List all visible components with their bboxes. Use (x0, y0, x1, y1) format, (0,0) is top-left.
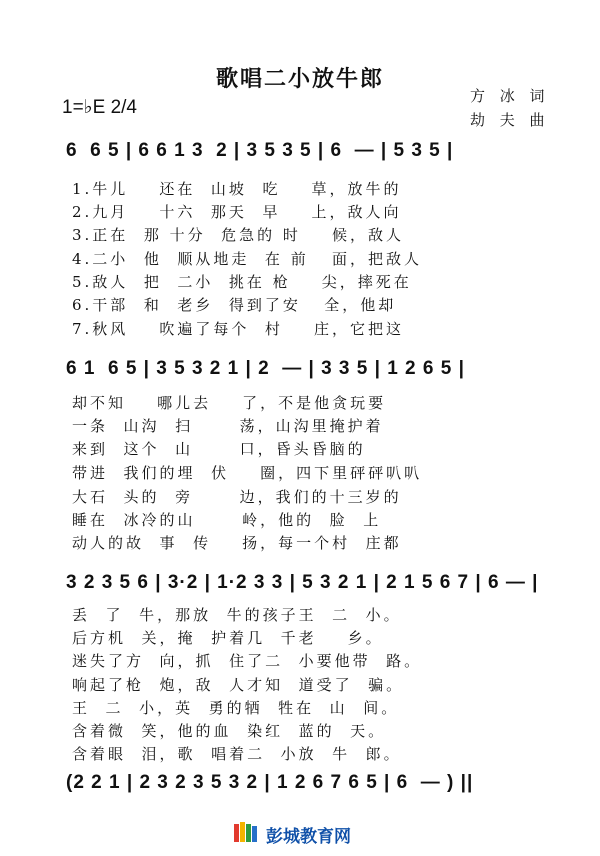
lyric-line: 含着眼 泪，歌 唱着二 小放 牛 郎。 (72, 745, 402, 763)
lyric-line: 迷失了方 向，抓 住了二 小要他带 路。 (72, 652, 423, 670)
site-name: 彭城教育网 (266, 827, 351, 847)
notation-row-1: 6 6 5 | 6 6 1 3 2 | 3 5 3 5 | 6 — | 5 3 5 | (66, 140, 454, 161)
lyric-line: 却不知 哪儿去 了，不是他贪玩要 (72, 394, 387, 412)
notation-row-3: 3 2 3 5 6 | 3·2 | 1·2 3 3 | 5 3 2 1 | 2 1 5 6 7 | 6 — | (66, 572, 539, 593)
lyric-line: 1.牛儿 还在 山坡 吃 草，放牛的 (72, 180, 402, 198)
lyric-line: 带进 我们的埋 伏 圈，四下里砰砰叭叭 (72, 464, 423, 482)
lyric-line: 5.敌人 把 二小 挑在 枪 尖，摔死在 (72, 273, 412, 291)
lyric-line: 丢 了 牛，那放 牛的孩子王 二 小。 (72, 606, 402, 624)
notation-row-2: 6 1 6 5 | 3 5 3 2 1 | 2 — | 3 3 5 | 1 2 6 5 | (66, 358, 465, 379)
lyric-line: 6.干部 和 老乡 得到了安 全，他却 (72, 296, 397, 314)
site-logo (232, 820, 402, 846)
book-icon (232, 820, 262, 846)
lyric-line: 睡在 冰冷的山 岭，他的 脸 上 (72, 511, 382, 529)
key-signature: 1=♭E 2/4 (62, 97, 137, 118)
lyricist-credit: 方 冰 词 (470, 87, 550, 105)
lyric-line: 2.九月 十六 那天 早 上，敌人向 (72, 203, 402, 221)
lyric-line: 大石 头的 旁 边，我们的十三岁的 (72, 488, 402, 506)
lyric-line: 后方机 关，掩 护着几 千老 乡。 (72, 629, 384, 647)
lyric-line: 一条 山沟 扫 荡，山沟里掩护着 (72, 417, 384, 435)
lyric-line: 含着微 笑，他的血 染红 蓝的 天。 (72, 722, 387, 740)
lyric-line: 响起了枪 炮，敌 人才知 道受了 骗。 (72, 676, 405, 694)
song-title: 歌唱二小放牛郎 (215, 66, 384, 92)
lyric-line: 4.二小 他 顺从地走 在 前 面，把敌人 (72, 250, 422, 268)
lyric-line: 动人的故 事 传 扬，每一个村 庄都 (72, 534, 402, 552)
notation-row-4: (2 2 1 | 2 3 2 3 5 3 2 | 1 2 6 7 6 5 | 6 — ) || (66, 772, 474, 793)
lyric-line: 3.正在 那 十分 危急的 时 候，敌人 (72, 226, 404, 244)
composer-credit: 劫 夫 曲 (470, 111, 550, 129)
lyric-line: 王 二 小，英 勇的牺 牲在 山 间。 (72, 699, 400, 717)
lyric-line: 来到 这个 山 口，昏头昏脑的 (72, 440, 366, 458)
credits (470, 84, 550, 132)
lyric-line: 7.秋风 吹遍了每个 村 庄，它把这 (72, 320, 404, 338)
